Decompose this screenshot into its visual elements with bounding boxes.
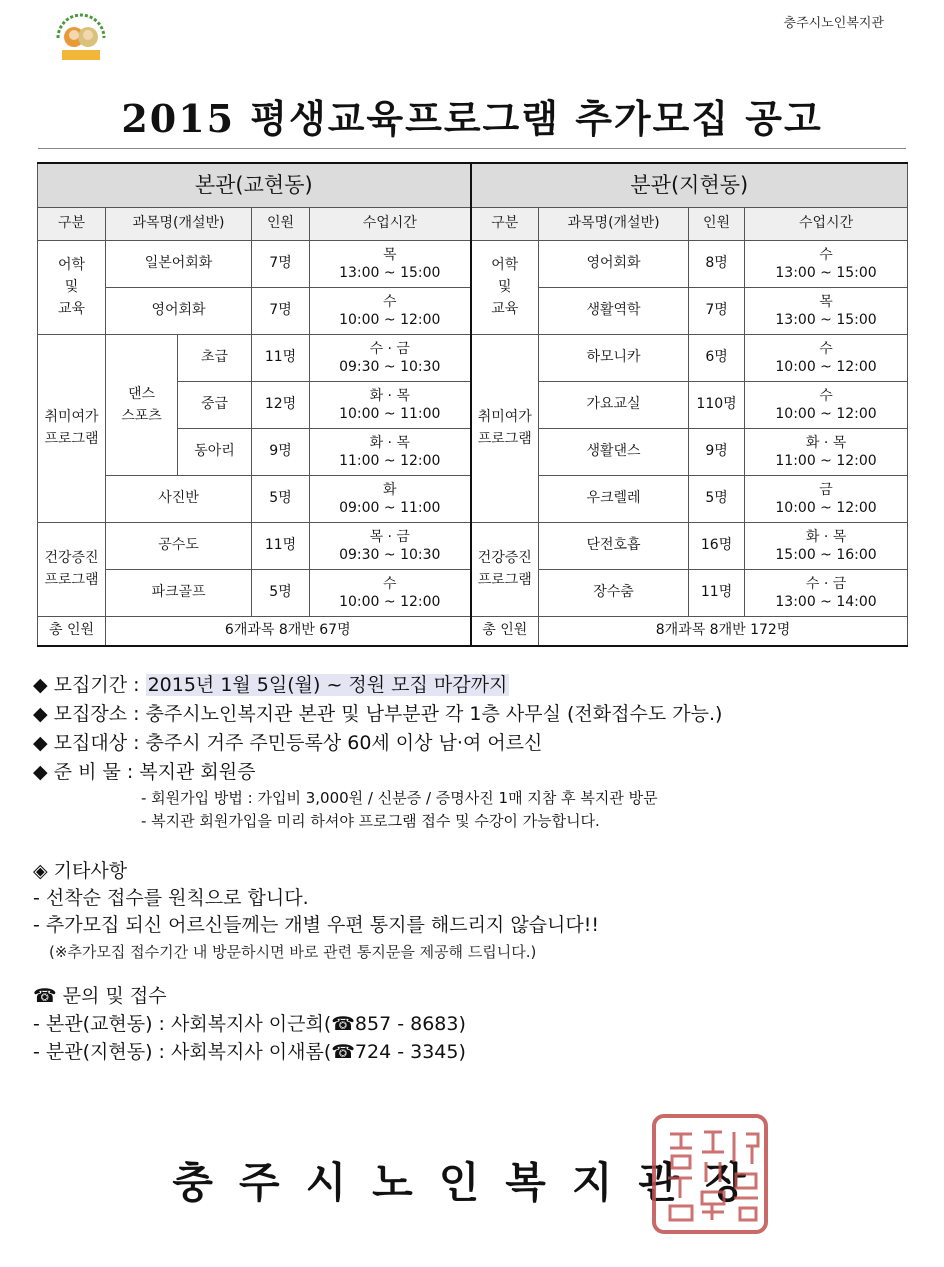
- count-cell: 9명: [252, 428, 310, 475]
- table-row: [38, 334, 908, 381]
- hours-text: 09:30 ~ 10:30: [339, 546, 441, 563]
- days-text: 수 · 금: [805, 575, 847, 592]
- col-subject: 과목명(개설반): [106, 207, 252, 240]
- diamond-bullet-icon: ◆: [33, 732, 48, 754]
- days-text: 화 · 목: [369, 387, 410, 404]
- time-cell: [310, 240, 471, 287]
- time-cell: [745, 522, 908, 569]
- total-label: 총 인원: [38, 616, 106, 646]
- subject-cell: 영어회화: [106, 287, 252, 334]
- time-cell: [745, 428, 908, 475]
- category-cell: 어학 및 교육: [471, 240, 539, 334]
- title-divider: [38, 148, 906, 149]
- contact-section: [33, 982, 466, 1066]
- diamond-bullet-icon: ◆: [33, 674, 48, 696]
- count-cell: 9명: [689, 428, 745, 475]
- subject-cell: 동아리: [178, 428, 252, 475]
- period-value: 2015년 1월 5일(월) ~ 정원 모집 마감까지: [147, 674, 508, 696]
- days-text: 수: [383, 293, 397, 310]
- recruitment-details: [33, 671, 913, 833]
- days-text: 화 · 목: [369, 434, 410, 451]
- note-line: - 선착순 접수를 원칙으로 합니다.: [33, 887, 309, 909]
- days-text: 화 · 목: [805, 528, 847, 545]
- count-cell: 11명: [252, 522, 310, 569]
- time-cell: [745, 334, 908, 381]
- subject-cell: 일본어회화: [106, 240, 252, 287]
- time-cell: [310, 522, 471, 569]
- days-text: 수: [819, 387, 833, 404]
- contact-main-hall: - 본관(교현동) : 사회복지사 이근희(☎857 - 8683): [33, 1013, 466, 1035]
- time-cell: [745, 475, 908, 522]
- hours-text: 10:00 ~ 12:00: [339, 593, 441, 610]
- count-cell: 5명: [252, 569, 310, 616]
- days-text: 수 · 금: [369, 340, 410, 357]
- category-cell: 취미여가 프로그램: [38, 334, 106, 522]
- subject-cell: 공수도: [106, 522, 252, 569]
- time-cell: [310, 569, 471, 616]
- days-text: 목: [819, 293, 833, 310]
- col-time: 수업시간: [745, 207, 908, 240]
- days-text: 금: [819, 481, 833, 498]
- hours-text: 10:00 ~ 12:00: [775, 358, 877, 375]
- count-cell: 7명: [252, 287, 310, 334]
- recruitment-period: [33, 671, 913, 700]
- count-cell: 6명: [689, 334, 745, 381]
- col-category: 구분: [471, 207, 539, 240]
- time-cell: [310, 287, 471, 334]
- subject-cell: 생활댄스: [539, 428, 689, 475]
- contact-heading: ☎ 문의 및 접수: [33, 985, 167, 1007]
- time-cell: [745, 569, 908, 616]
- contact-branch-hall: - 분관(지현동) : 사회복지사 이새롬(☎724 - 3345): [33, 1041, 466, 1063]
- subject-cell: 사진반: [106, 475, 252, 522]
- subject-cell: 가요교실: [539, 381, 689, 428]
- note-line: - 추가모집 되신 어르신들께는 개별 우편 통지를 해드리지 않습니다!!: [33, 914, 599, 936]
- total-label: 총 인원: [471, 616, 539, 646]
- subject-cell: 우크렐레: [539, 475, 689, 522]
- welfare-center-logo: [52, 12, 110, 64]
- subject-cell: 하모니카: [539, 334, 689, 381]
- page-title: 2015 평생교육프로그램 추가모집 공고: [121, 96, 823, 141]
- hours-text: 10:00 ~ 12:00: [339, 311, 441, 328]
- recruitment-place: [33, 700, 913, 729]
- official-seal-stamp: [648, 1112, 772, 1236]
- target-text: 모집대상 : 충주시 거주 주민등록상 60세 이상 남·여 어르신: [53, 732, 543, 754]
- diamond-bullet-icon: ◆: [33, 703, 48, 725]
- count-cell: 12명: [252, 381, 310, 428]
- hours-text: 11:00 ~ 12:00: [775, 452, 877, 469]
- membership-method: - 회원가입 방법 : 가입비 3,000원 / 신분증 / 증명사진 1매 지참 후 복지관 방문: [141, 789, 658, 807]
- days-text: 목: [383, 246, 397, 263]
- hours-text: 13:00 ~ 15:00: [775, 264, 877, 281]
- subject-cell: 장수춤: [539, 569, 689, 616]
- col-category: 구분: [38, 207, 106, 240]
- hours-text: 13:00 ~ 15:00: [339, 264, 441, 281]
- time-cell: [310, 428, 471, 475]
- col-count: 인원: [689, 207, 745, 240]
- subject-cell: 초급: [178, 334, 252, 381]
- table-row: [38, 522, 908, 569]
- subject-cell: 파크골프: [106, 569, 252, 616]
- col-subject: 과목명(개설반): [539, 207, 689, 240]
- category-cell: 건강증진 프로그램: [38, 522, 106, 616]
- count-cell: 5명: [252, 475, 310, 522]
- count-cell: 7명: [689, 287, 745, 334]
- time-cell: [310, 475, 471, 522]
- days-text: 수: [383, 575, 397, 592]
- note-remark: (※추가모집 접수기간 내 방문하시면 바로 관련 통지문을 제공해 드립니다.): [49, 943, 537, 961]
- days-text: 수: [819, 340, 833, 357]
- days-text: 화: [383, 481, 397, 498]
- days-text: 목 · 금: [369, 528, 410, 545]
- count-cell: 7명: [252, 240, 310, 287]
- count-cell: 16명: [689, 522, 745, 569]
- diamond-bullet-icon: ◆: [33, 761, 48, 783]
- col-count: 인원: [252, 207, 310, 240]
- subject-cell: 생활역학: [539, 287, 689, 334]
- subject-cell: 중급: [178, 381, 252, 428]
- category-cell: 취미여가 프로그램: [471, 334, 539, 522]
- hours-text: 10:00 ~ 12:00: [775, 405, 877, 422]
- prep-text: 준 비 물 : 복지관 회원증: [53, 761, 256, 783]
- hours-text: 09:00 ~ 11:00: [339, 499, 441, 516]
- count-cell: 5명: [689, 475, 745, 522]
- recruitment-target: [33, 729, 913, 758]
- organization-name: 충주시노인복지관: [783, 16, 884, 31]
- program-schedule-table: [37, 162, 908, 647]
- director-signature: 충주시노인복지관장: [172, 1158, 772, 1207]
- membership-notice: - 복지관 회원가입을 미리 하셔야 프로그램 접수 및 수강이 가능합니다.: [141, 812, 600, 830]
- col-time: 수업시간: [310, 207, 471, 240]
- category-cell: 어학 및 교육: [38, 240, 106, 334]
- time-cell: [745, 381, 908, 428]
- days-text: 화 · 목: [805, 434, 847, 451]
- hours-text: 13:00 ~ 15:00: [775, 311, 877, 328]
- main-hall-header: 본관(교현동): [38, 163, 471, 207]
- time-cell: [310, 334, 471, 381]
- period-label: 모집기간 :: [53, 674, 146, 696]
- other-notes: [33, 858, 599, 965]
- hours-text: 13:00 ~ 14:00: [775, 593, 877, 610]
- hours-text: 11:00 ~ 12:00: [339, 452, 441, 469]
- subject-cell: 영어회화: [539, 240, 689, 287]
- other-notes-heading: ◈ 기타사항: [33, 860, 128, 882]
- count-cell: 110명: [689, 381, 745, 428]
- days-text: 수: [819, 246, 833, 263]
- subject-cell: 단전호흡: [539, 522, 689, 569]
- total-value: 8개과목 8개반 172명: [539, 616, 908, 646]
- time-cell: [310, 381, 471, 428]
- total-value: 6개과목 8개반 67명: [106, 616, 471, 646]
- branch-hall-header: 분관(지현동): [471, 163, 908, 207]
- category-cell: 건강증진 프로그램: [471, 522, 539, 616]
- time-cell: [745, 240, 908, 287]
- hours-text: 10:00 ~ 11:00: [339, 405, 441, 422]
- hours-text: 09:30 ~ 10:30: [339, 358, 441, 375]
- time-cell: [745, 287, 908, 334]
- count-cell: 11명: [689, 569, 745, 616]
- dance-group-cell: 댄스 스포츠: [106, 334, 178, 475]
- count-cell: 11명: [252, 334, 310, 381]
- count-cell: 8명: [689, 240, 745, 287]
- preparation-items: [33, 758, 913, 787]
- total-row: [38, 616, 908, 646]
- hours-text: 15:00 ~ 16:00: [775, 546, 877, 563]
- hours-text: 10:00 ~ 12:00: [775, 499, 877, 516]
- place-text: 모집장소 : 충주시노인복지관 본관 및 남부분관 각 1층 사무실 (전화접수도 가능.): [53, 703, 723, 725]
- table-row: [38, 240, 908, 287]
